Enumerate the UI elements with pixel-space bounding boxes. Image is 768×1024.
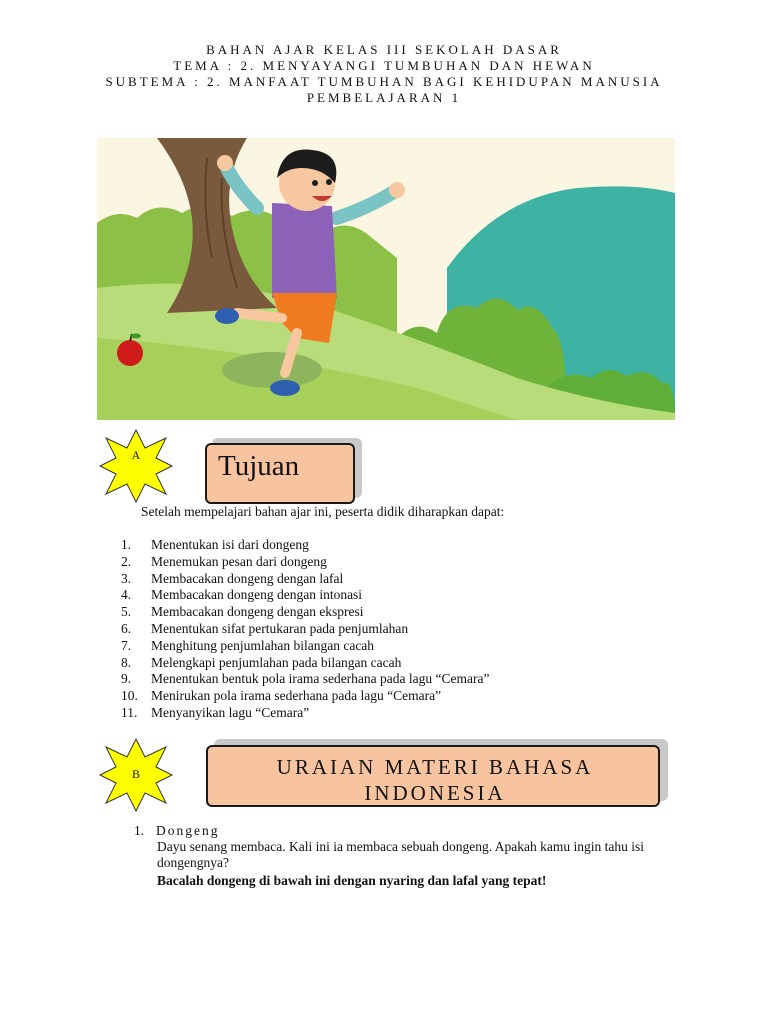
uraian-title <box>208 754 662 806</box>
uraian-title-line2: INDONESIA <box>364 781 506 805</box>
uraian-title-line1: URAIAN MATERI BAHASA <box>276 755 594 779</box>
list-item: 4. Membacakan dongeng dengan intonasi <box>121 587 363 603</box>
list-item: 3. Membacakan dongeng dengan lafal <box>121 570 344 586</box>
list-item: 2. Menemukan pesan dari dongeng <box>121 553 327 569</box>
apple-icon <box>117 340 143 366</box>
list-item: 8. Melengkapi penjumlahan pada bilangan cacah <box>121 654 402 670</box>
reading-instruction: Bacalah dongeng di bawah ini dengan nyaring dan lafal yang tepat! <box>157 873 547 888</box>
list-item: 10. Menirukan pola irama sederhana pada lagu “Cemara” <box>121 688 442 704</box>
header-line-subtheme: SUBTEMA : 2. MANFAAT TUMBUHAN BAGI KEHIDUPAN MANUSIA <box>105 74 663 89</box>
tujuan-intro: Setelah mempelajari bahan ajar ini, peserta didik diharapkan dapat: <box>141 504 505 519</box>
list-item: 6. Menentukan sifat pertukaran pada penjumlahan <box>121 620 409 636</box>
list-item: 7. Menghitung penjumlahan bilangan cacah <box>121 637 375 653</box>
list-item: 5. Membacakan dongeng dengan ekspresi <box>121 604 364 620</box>
star-marker-a <box>98 428 174 504</box>
header-line-theme: TEMA : 2. MENYAYANGI TUMBUHAN DAN HEWAN <box>173 58 595 73</box>
header-line-lesson: PEMBELAJARAN 1 <box>306 90 462 105</box>
tujuan-title: Tujuan <box>218 450 300 482</box>
header-line-class: BAHAN AJAR KELAS III SEKOLAH DASAR <box>206 42 562 57</box>
dongeng-paragraph: Dayu senang membaca. Kali ini ia membaca sebuah dongeng. Apakah kamu ingin tahu isi dongengnya? <box>157 839 644 870</box>
tujuan-list <box>121 537 489 722</box>
marker-a-label: A <box>131 448 141 462</box>
list-item: 11. Menyanyikan lagu “Cemara” <box>121 704 310 720</box>
boy-running-illustration <box>97 138 675 420</box>
list-item: 9. Menentukan bentuk pola irama sederhana pada lagu “Cemara” <box>121 671 490 687</box>
list-item: 1. Menentukan isi dari dongeng <box>121 537 309 552</box>
boy-shadow <box>222 352 322 388</box>
marker-b-label: B <box>131 767 140 781</box>
subsection-title: 1. Dongeng <box>134 823 220 838</box>
document-header <box>0 42 768 106</box>
